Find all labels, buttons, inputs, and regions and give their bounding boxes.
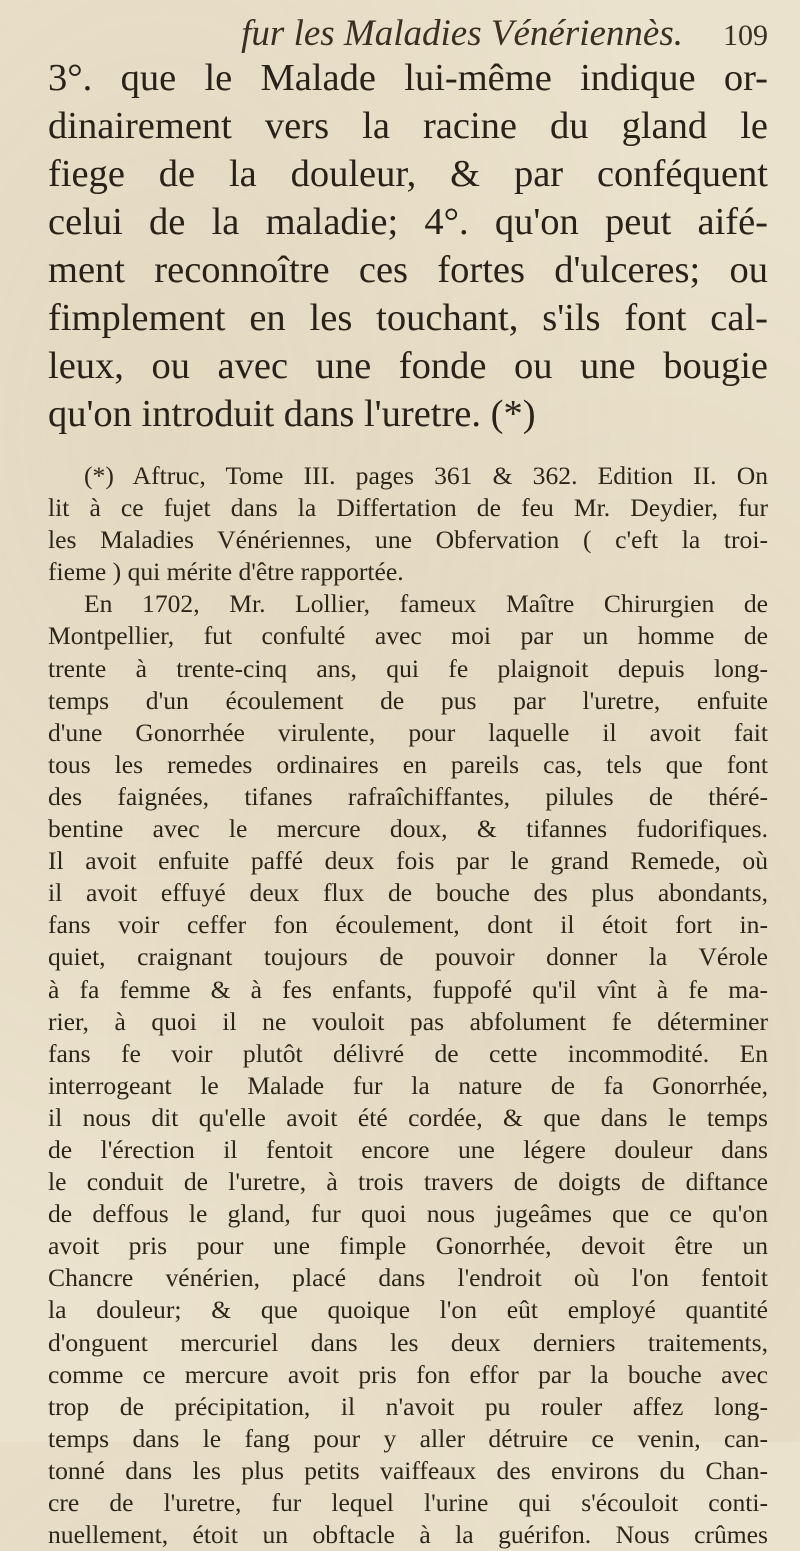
- running-head: [48, 12, 768, 52]
- footnote-line: En 1702, Mr. Lollier, fameux Maître Chirurgien de: [84, 589, 768, 619]
- text-line: qu'on introduit dans l'uretre. (*): [48, 393, 536, 435]
- text-line: leux, ou avec une fonde ou une bougie: [48, 345, 768, 387]
- footnote-line: Il avoit enfuite paffé deux fois par le grand Remede, où: [48, 846, 768, 876]
- footnote-line: des faignées, tifanes rafraîchiffantes, pilules de théré-: [48, 781, 768, 811]
- footnote-line: temps dans le fang pour y aller détruire ce venin, can-: [48, 1423, 768, 1453]
- footnote-line: rier, à quoi il ne vouloit pas abfolument fe déterminer: [48, 1006, 768, 1036]
- footnote-line: il avoit effuyé deux flux de bouche des plus abondants,: [48, 878, 768, 908]
- footnote-line: cre de l'uretre, fur lequel l'urine qui s'écouloit conti-: [48, 1488, 768, 1517]
- text-line: dinairement vers la racine du gland le: [48, 105, 768, 147]
- footnote-line: temps d'un écoulement de pus par l'uretre, enfuite: [48, 685, 768, 715]
- footnote-line: interrogeant le Malade fur la nature de fa Gonorrhée,: [48, 1070, 768, 1100]
- footnote: [48, 460, 768, 1551]
- footnote-line: fans voir ceffer fon écoulement, dont il étoit fort in-: [48, 910, 768, 940]
- footnote-line: les Maladies Vénériennes, une Obfervation ( c'eft la troi-: [48, 525, 768, 555]
- footnote-line: lit à ce fujet dans la Differtation de feu Mr. Deydier, fur: [48, 493, 768, 523]
- footnote-line: de l'érection il fentoit encore une légere douleur dans: [48, 1134, 768, 1164]
- book-page: [48, 12, 768, 1551]
- footnote-line: tous les remedes ordinaires en pareils cas, tels que font: [48, 749, 768, 779]
- text-line: fimplement en les touchant, s'ils font cal-: [48, 297, 768, 339]
- page-number: 109: [723, 19, 768, 52]
- footnote-line: fieme ) qui mérite d'être rapportée.: [48, 557, 404, 587]
- footnote-line: bentine avec le mercure doux, & tifannes fudorifiques.: [48, 814, 768, 844]
- footnote-line: avoit pris pour une fimple Gonorrhée, devoit être un: [48, 1231, 768, 1261]
- footnote-line: trente à trente-cinq ans, qui fe plaignoit depuis long-: [48, 653, 768, 683]
- footnote-line: à fa femme & à fes enfants, fuppofé qu'il vînt à fe ma-: [48, 974, 768, 1004]
- footnote-line: d'une Gonorrhée virulente, pour laquelle il avoit fait: [48, 717, 768, 747]
- footnote-line: fans fe voir plutôt délivré de cette incommodité. En: [48, 1038, 768, 1068]
- footnote-line: quiet, craignant toujours de pouvoir donner la Vérole: [48, 942, 768, 972]
- running-title: fur les Maladies Vénériennès.: [241, 13, 683, 54]
- footnote-line: Montpellier, fut confulté avec moi par un homme de: [48, 621, 768, 651]
- text-line: 3°. que le Malade lui-même indique or-: [48, 57, 768, 99]
- text-line: celui de la maladie; 4°. qu'on peut aifé-: [48, 201, 768, 243]
- footnote-line: nuellement, étoit un obftacle à la guérifon. Nous crûmes: [48, 1520, 768, 1550]
- footnote-line: Chancre vénérien, placé dans l'endroit où l'on fentoit: [48, 1263, 768, 1293]
- footnote-line: il nous dit qu'elle avoit été cordée, & que dans le temps: [48, 1102, 768, 1132]
- footnote-line: d'onguent mercuriel dans les deux derniers traitements,: [48, 1327, 768, 1357]
- main-paragraph: [48, 54, 768, 438]
- text-line: fiege de la douleur, & par conféquent: [48, 153, 768, 195]
- footnote-line: (*) Aftruc, Tome III. pages 361 & 362. Edition II. On: [84, 461, 768, 490]
- footnote-line: la douleur; & que quoique l'on eût employé quantité: [48, 1295, 768, 1325]
- footnote-line: trop de précipitation, il n'avoit pu rouler affez long-: [48, 1391, 768, 1421]
- footnote-line: comme ce mercure avoit pris fon effor par la bouche avec: [48, 1359, 768, 1389]
- footnote-line: de deffous le gland, fur quoi nous jugeâmes que ce qu'on: [48, 1199, 768, 1229]
- footnote-line: tonné dans les plus petits vaiffeaux des environs du Chan-: [48, 1455, 768, 1485]
- text-line: ment reconnoître ces fortes d'ulceres; ou: [48, 249, 768, 291]
- footnote-line: le conduit de l'uretre, à trois travers de doigts de diftance: [48, 1167, 768, 1197]
